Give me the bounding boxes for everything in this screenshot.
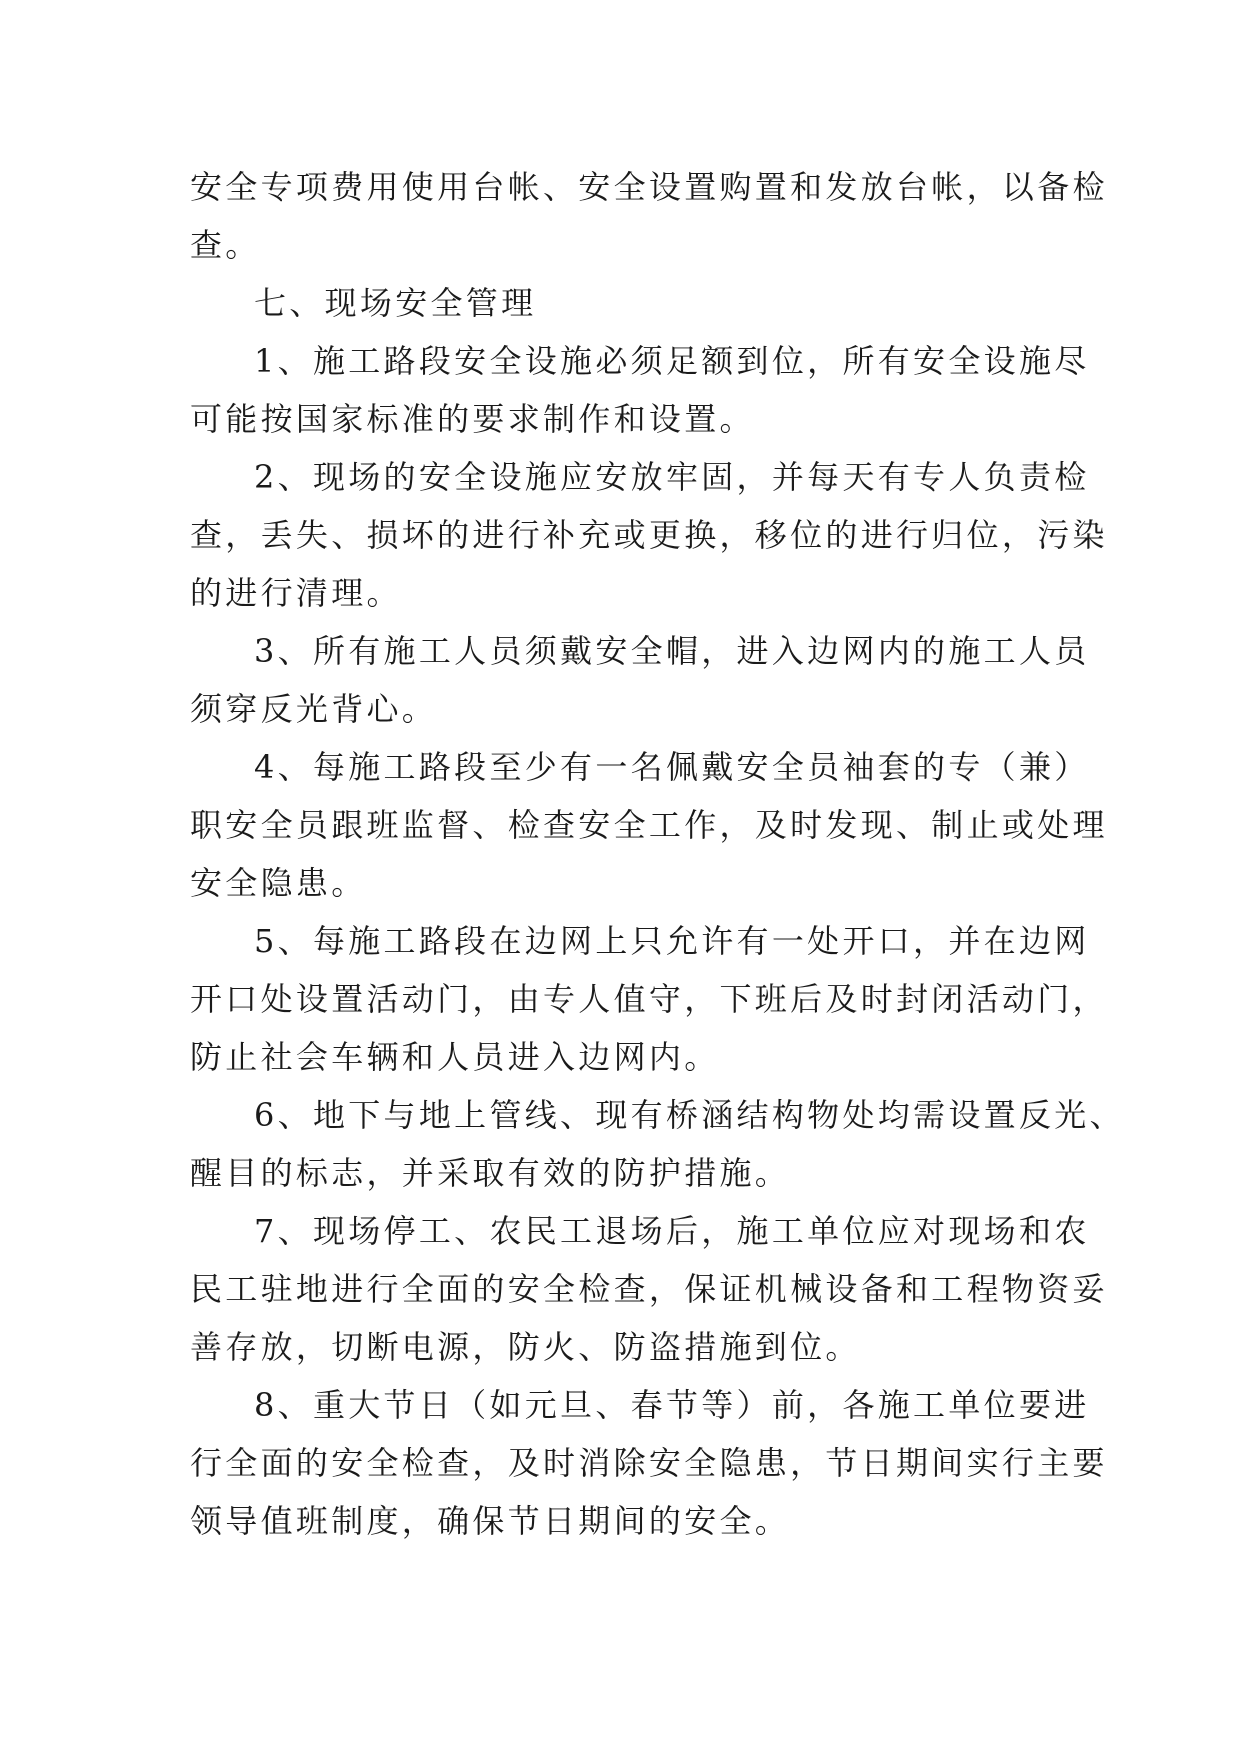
text-line: 6、地下与地上管线、现有桥涵结构物处均需设置反光、: [254, 1096, 1125, 1134]
text-line: 查，丢失、损坏的进行补充或更换，移位的进行归位，污染: [190, 516, 1108, 554]
document-body: [190, 158, 1125, 1550]
text-line: 安全隐患。: [190, 864, 367, 902]
text-line: 善存放，切断电源，防火、防盗措施到位。: [190, 1328, 861, 1366]
text-line: 可能按国家标准的要求制作和设置。: [190, 400, 755, 438]
text-line: 职安全员跟班监督、检查安全工作，及时发现、制止或处理: [190, 806, 1108, 844]
text-line: 民工驻地进行全面的安全检查，保证机械设备和工程物资妥: [190, 1270, 1108, 1308]
text-line: 2、现场的安全设施应安放牢固，并每天有专人负责检: [254, 458, 1090, 496]
text-line: 的进行清理。: [190, 574, 402, 612]
text-line: 须穿反光背心。: [190, 690, 438, 728]
text-line: 8、重大节日（如元旦、春节等）前，各施工单位要进: [254, 1386, 1090, 1424]
text-line: 开口处设置活动门，由专人值守，下班后及时封闭活动门，: [190, 980, 1108, 1018]
text-line: 5、每施工路段在边网上只允许有一处开口，并在边网: [254, 922, 1090, 960]
text-line: 行全面的安全检查，及时消除安全隐患，节日期间实行主要: [190, 1444, 1108, 1482]
text-line: 4、每施工路段至少有一名佩戴安全员袖套的专（兼）: [254, 748, 1090, 786]
text-line: 领导值班制度，确保节日期间的安全。: [190, 1502, 791, 1540]
text-line: 醒目的标志，并采取有效的防护措施。: [190, 1154, 791, 1192]
text-line: 3、所有施工人员须戴安全帽，进入边网内的施工人员: [254, 632, 1090, 670]
text-line: 1、施工路段安全设施必须足额到位，所有安全设施尽: [254, 342, 1090, 380]
text-line: 七、现场安全管理: [254, 284, 537, 322]
text-line: 防止社会车辆和人员进入边网内。: [190, 1038, 720, 1076]
text-line: 查。: [190, 226, 261, 264]
text-line: 7、现场停工、农民工退场后，施工单位应对现场和农: [254, 1212, 1090, 1250]
text-line: 安全专项费用使用台帐、安全设置购置和发放台帐，以备检: [190, 168, 1108, 206]
